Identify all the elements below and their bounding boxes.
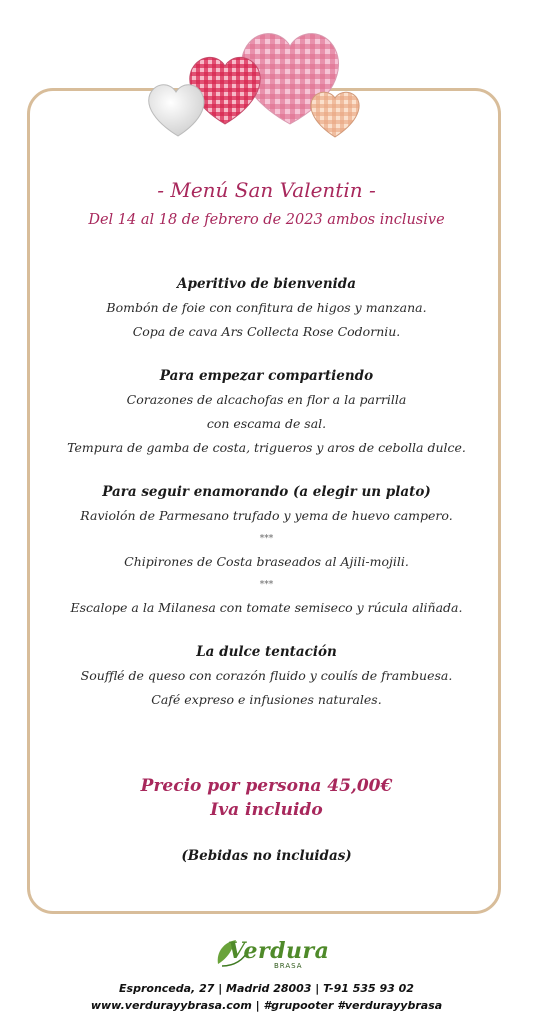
menu-item: Raviolón de Parmesano trufado y yema de huevo campero.: [80, 508, 453, 523]
logo-subtitle: BRASA: [274, 962, 303, 970]
menu-item: Soufflé de queso con corazón fluido y coulís de frambuesa.: [80, 668, 453, 683]
section-principal: [0, 480, 533, 620]
price-per-person: Precio por persona 45,00€: [140, 776, 393, 796]
section-title: La dulce tentación: [196, 644, 337, 660]
white-heart-icon: [149, 85, 204, 136]
section-empezar: [0, 364, 533, 460]
menu-item: Tempura de gamba de costa, trigueros y aros de cebolla dulce.: [67, 440, 466, 455]
menu-title: - Menú San Valentin -: [157, 178, 376, 202]
vat-included: Iva incluido: [210, 800, 323, 820]
section-title: Para seguir enamorando (a elegir un plato): [102, 484, 431, 500]
menu-item: Bombón de foie con confitura de higos y manzana.: [106, 300, 427, 315]
drinks-note: (Bebidas no incluidas): [181, 848, 352, 864]
menu-item: Café expreso e infusiones naturales.: [151, 692, 382, 707]
section-postre: [0, 640, 533, 712]
verdura-brasa-logo: [214, 936, 330, 972]
menu-item: con escama de sal.: [206, 416, 327, 431]
section-aperitivo: [0, 272, 533, 344]
logo-wordmark: Verdura: [228, 938, 330, 964]
footer-address: Espronceda, 27 | Madrid 28003 | T-91 535 93 02: [119, 982, 414, 995]
footer-links: www.verdurayybrasa.com | #grupooter #verdurayybrasa: [90, 999, 443, 1012]
separator: ***: [259, 580, 274, 590]
menu-dates: Del 14 al 18 de febrero de 2023 ambos inclusive: [88, 212, 445, 228]
menu-item: Copa de cava Ars Collecta Rose Codorniu.: [132, 324, 401, 339]
price-block: [0, 774, 533, 822]
hearts-decoration: [140, 24, 380, 144]
menu-item: Chipirones de Costa braseados al Ajili-mojili.: [124, 554, 409, 569]
menu-item: Corazones de alcachofas en flor a la parrilla: [126, 392, 407, 407]
section-title: Aperitivo de bienvenida: [177, 276, 356, 292]
peach-heart-icon: [311, 92, 359, 137]
separator: ***: [259, 534, 274, 544]
section-title: Para empezar compartiendo: [159, 368, 374, 384]
menu-sections: [0, 272, 533, 732]
menu-item: Escalope a la Milanesa con tomate semiseco y rúcula aliñada.: [70, 600, 463, 615]
